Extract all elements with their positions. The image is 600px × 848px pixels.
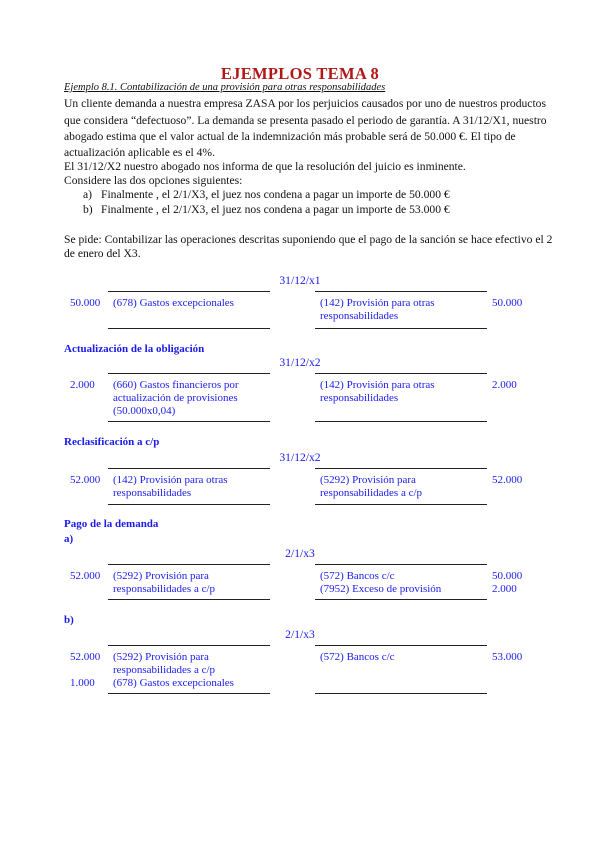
debit-amount: 52.000	[70, 570, 101, 582]
option-b-text: Finalmente , el 2/1/X3, el juez nos condena a pagar un importe de 53.000 €	[101, 203, 450, 216]
heading-actualizacion: Actualización de la obligación	[64, 343, 205, 355]
credit-account: (572) Bancos c/c	[320, 651, 395, 663]
entry-bottom-rule	[108, 504, 270, 505]
entry-top-rule	[108, 373, 270, 374]
heading-reclasificacion: Reclasificación a c/p	[64, 436, 160, 448]
credit-account: (7952) Exceso de provisión	[320, 583, 442, 595]
entry-bottom-rule	[108, 421, 270, 422]
request-line: Se pide: Contabilizar las operaciones descritas suponiendo que el pago de la sanción se hace efectivo el 2	[64, 233, 553, 246]
debit-account: (5292) Provisión para	[113, 570, 209, 582]
entry-bottom-rule	[315, 504, 487, 505]
intro-line: abogado estima que el valor actual de la indemnización más probable será de 50.000 €. El tipo de	[64, 130, 516, 143]
credit-amount: 2.000	[492, 379, 517, 391]
entry-top-rule	[108, 468, 270, 469]
debit-account: (678) Gastos excepcionales	[113, 677, 234, 689]
debit-account: responsabilidades a c/p	[113, 583, 216, 595]
entry-date: 2/1/x3	[285, 547, 315, 560]
debit-amount: 50.000	[70, 297, 101, 309]
debit-account: responsabilidades a c/p	[113, 664, 216, 676]
credit-account: responsabilidades	[320, 310, 399, 322]
intro-line: actualización aplicable es el 4%.	[64, 146, 215, 159]
entry-bottom-rule	[315, 599, 487, 600]
debit-account: (50.000x0,04)	[113, 405, 176, 417]
document-title: EJEMPLOS TEMA 8	[220, 64, 380, 83]
heading-option-a: a)	[64, 533, 74, 545]
debit-account: (660) Gastos financieros por	[113, 379, 239, 391]
entry-bottom-rule	[108, 328, 270, 329]
credit-account: responsabilidades a c/p	[320, 487, 423, 499]
intro-line: Considere las dos opciones siguientes:	[64, 174, 243, 187]
entry-date: 31/12/x2	[279, 451, 321, 464]
entry-bottom-rule	[315, 421, 487, 422]
credit-amount: 50.000	[492, 297, 523, 309]
entry-top-rule	[108, 645, 270, 646]
debit-amount: 52.000	[70, 651, 101, 663]
intro-line: que considera “defectuoso”. La demanda se presenta pasado el periodo de garantía. A 31/12/X1, nuestro	[64, 114, 547, 127]
option-b-marker: b)	[83, 203, 93, 216]
credit-account: responsabilidades	[320, 392, 399, 404]
option-a-marker: a)	[83, 188, 93, 201]
credit-amount: 52.000	[492, 474, 523, 486]
intro-line: Un cliente demanda a nuestra empresa ZASA por los perjuicios causados por uno de nuestros productos	[64, 97, 546, 110]
entry-date: 31/12/x2	[279, 356, 321, 369]
heading-option-b: b)	[64, 614, 74, 626]
entry-bottom-rule	[108, 693, 270, 694]
option-a-text: Finalmente , el 2/1/X3, el juez nos condena a pagar un importe de 50.000 €	[101, 188, 450, 201]
example-subtitle: Ejemplo 8.1. Contabilización de una provisión para otras responsabilidades	[64, 82, 386, 93]
entry-top-rule	[315, 373, 487, 374]
entry-date: 31/12/x1	[279, 274, 321, 287]
debit-amount: 52.000	[70, 474, 101, 486]
credit-account: (142) Provisión para otras	[320, 297, 435, 309]
credit-amount: 2.000	[492, 583, 517, 595]
debit-amount: 1.000	[70, 677, 95, 689]
debit-account: (142) Provisión para otras	[113, 474, 228, 486]
entry-top-rule	[108, 564, 270, 565]
entry-bottom-rule	[315, 693, 487, 694]
intro-line: El 31/12/X2 nuestro abogado nos informa de que la resolución del juicio es inminente.	[64, 160, 466, 173]
credit-amount: 53.000	[492, 651, 523, 663]
debit-amount: 2.000	[70, 379, 95, 391]
entry-top-rule	[315, 564, 487, 565]
entry-bottom-rule	[108, 599, 270, 600]
debit-account: responsabilidades	[113, 487, 192, 499]
entry-bottom-rule	[315, 328, 487, 329]
entry-top-rule	[315, 645, 487, 646]
credit-amount: 50.000	[492, 570, 523, 582]
entry-date: 2/1/x3	[285, 628, 315, 641]
entry-top-rule	[315, 468, 487, 469]
credit-account: (142) Provisión para otras	[320, 379, 435, 391]
credit-account: (572) Bancos c/c	[320, 570, 395, 582]
entry-top-rule	[108, 291, 270, 292]
debit-account: (5292) Provisión para	[113, 651, 209, 663]
heading-pago: Pago de la demanda	[64, 518, 159, 530]
request-line: de enero del X3.	[64, 247, 141, 260]
credit-account: (5292) Provisión para	[320, 474, 416, 486]
debit-account: (678) Gastos excepcionales	[113, 297, 234, 309]
entry-top-rule	[315, 291, 487, 292]
debit-account: actualización de provisiones	[113, 392, 238, 404]
